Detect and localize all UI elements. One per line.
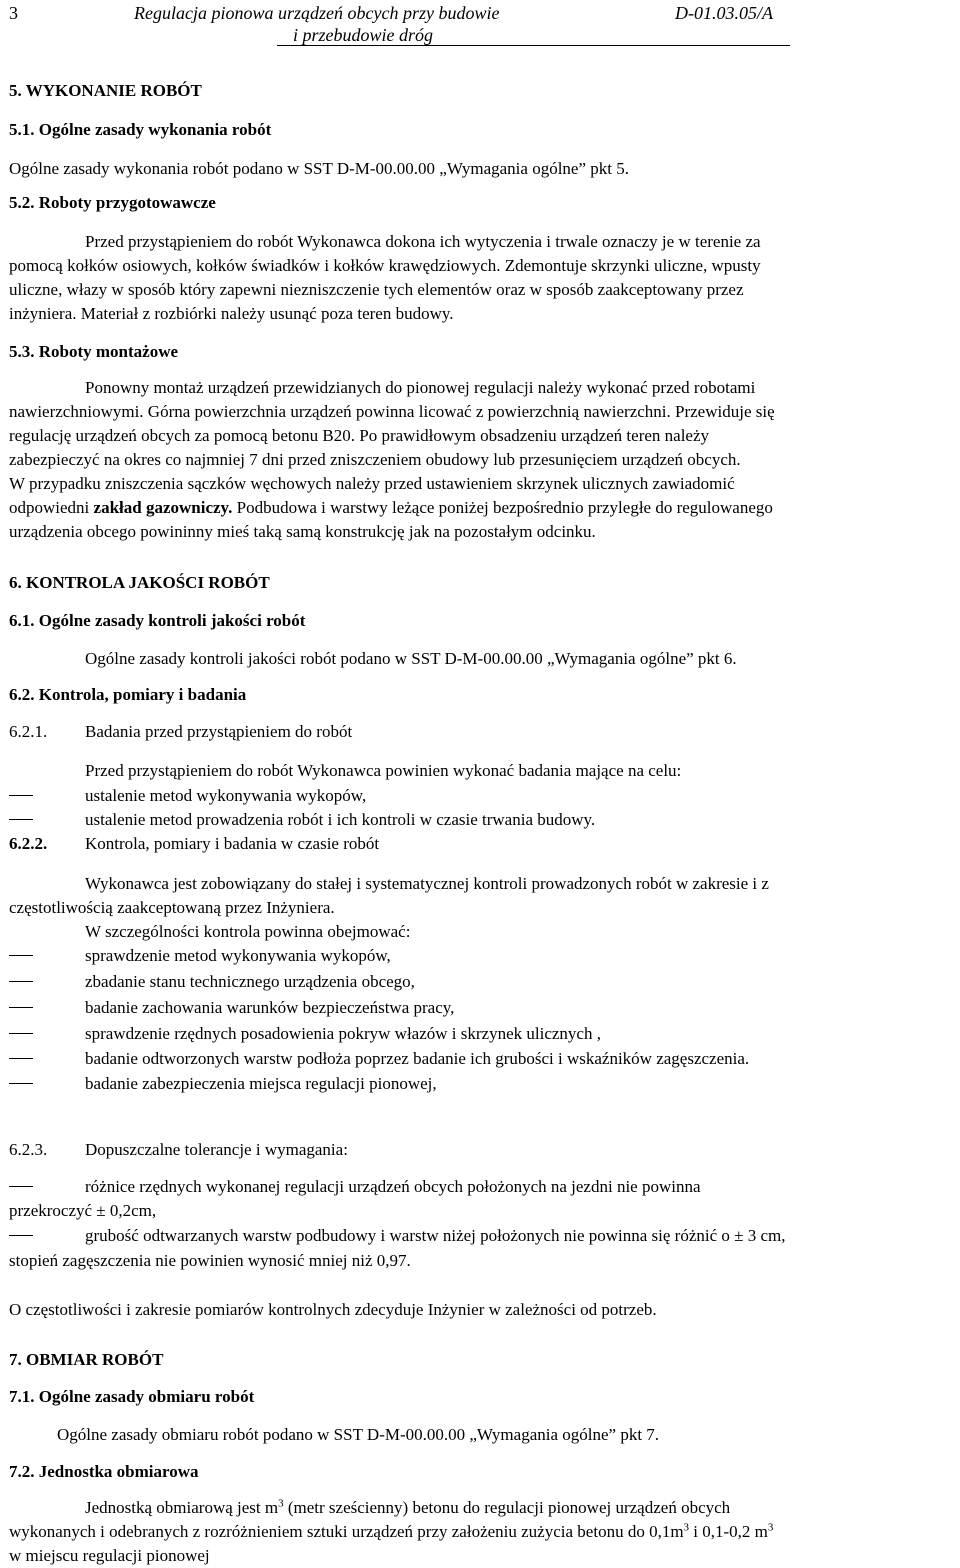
section-6-2-1-title: Badania przed przystąpieniem do robót — [85, 722, 353, 741]
section-7-2-line1 — [85, 1497, 730, 1518]
section-6-1-text: Ogólne zasady kontroli jakości robót podano w SST D-M-00.00.00 „Wymagania ogólne” pkt 6. — [85, 649, 737, 668]
section-6-heading: 6. KONTROLA JAKOŚCI ROBÓT — [9, 573, 270, 592]
section-7-1-heading: 7.1. Ogólne zasady obmiaru robót — [9, 1387, 255, 1406]
section-6-1-heading: 6.1. Ogólne zasady kontroli jakości robót — [9, 611, 306, 630]
section-6-2-3-title: Dopuszczalne tolerancje i wymagania: — [85, 1140, 348, 1159]
page-number: 3 — [9, 3, 18, 23]
header-rule — [277, 45, 790, 46]
section-5-3-line2: nawierzchniowymi. Górna powierzchnia urządzeń powinna licować z powierzchnią nawierzchni. Przewiduje się — [9, 402, 775, 421]
dash-bullet — [9, 1058, 33, 1059]
list-item: zbadanie stanu technicznego urządzenia obcego, — [85, 972, 415, 991]
section-7-heading: 7. OBMIAR ROBÓT — [9, 1350, 164, 1369]
dash-bullet — [9, 955, 33, 956]
section-6-2-2-line3: W szczególności kontrola powinna obejmować: — [85, 922, 411, 941]
section-5-2-line3: uliczne, włazy w sposób który zapewni niezniszczenie tych elementów oraz w sposób zaakceptowany przez — [9, 280, 744, 299]
list-item: sprawdzenie rzędnych posadowienia pokryw włazów i skrzynek ulicznych , — [85, 1024, 601, 1043]
dash-bullet — [9, 1235, 33, 1236]
section-5-2-line4: inżyniera. Materiał z rozbiórki należy usunąć poza teren budowy. — [9, 304, 454, 323]
dash-bullet — [9, 1186, 33, 1187]
section-6-2-2-line1: Wykonawca jest zobowiązany do stałej i systematycznej kontroli prowadzonych robót w zakresie i z — [85, 874, 769, 893]
section-5-2-heading: 5.2. Roboty przygotowawcze — [9, 193, 216, 212]
section-5-heading: 5. WYKONANIE ROBÓT — [9, 81, 202, 100]
list-item: ustalenie metod prowadzenia robót i ich kontroli w czasie trwania budowy. — [85, 810, 596, 829]
tolerance-item-1-line2: przekroczyć ± 0,2cm, — [9, 1201, 157, 1220]
section-6-2-3-final: O częstotliwości i zakresie pomiarów kontrolnych zdecyduje Inżynier w zależności od potrzeb. — [9, 1300, 657, 1319]
section-6-2-1-intro: Przed przystąpieniem do robót Wykonawca powinien wykonać badania mające na celu: — [85, 761, 682, 780]
section-5-3-line5: W przypadku zniszczenia sączków węchowych należy przed ustawieniem skrzynek ulicznych zawiadomić — [9, 474, 735, 493]
list-item: ustalenie metod wykonywania wykopów, — [85, 786, 367, 805]
dash-bullet — [9, 1007, 33, 1008]
gas-company-emphasis: zakład gazowniczy. — [93, 498, 233, 517]
unit-superscript: 3 — [683, 1521, 690, 1534]
dash-bullet — [9, 1033, 33, 1034]
header-title-line2: i przebudowie dróg — [293, 25, 434, 45]
unit-superscript: 3 — [767, 1521, 774, 1534]
section-5-1-heading: 5.1. Ogólne zasady wykonania robót — [9, 120, 272, 139]
section-5-2-line1: Przed przystąpieniem do robót Wykonawca dokona ich wytyczenia i trwale oznaczy je w terenie za — [85, 232, 761, 251]
dash-bullet — [9, 795, 33, 796]
section-5-3-heading: 5.3. Roboty montażowe — [9, 342, 179, 361]
page-header — [0, 0, 960, 48]
tolerance-item-2-line2: stopień zagęszczenia nie powinien wynosić mniej niż 0,97. — [9, 1251, 411, 1270]
section-7-2-heading: 7.2. Jednostka obmiarowa — [9, 1462, 199, 1481]
unit-text-b: (metr sześcienny) betonu do regulacji pionowej urządzeń obcych — [283, 1498, 731, 1517]
section-5-3-line4: zabezpieczyć na okres co najmniej 7 dni przed zniszczeniem obudowy lub przesunięciem urządzeń obcych. — [9, 450, 741, 469]
dash-bullet — [9, 981, 33, 982]
list-item: badanie zabezpieczenia miejsca regulacji pionowej, — [85, 1074, 437, 1093]
header-spec-code: D-01.03.05/A — [675, 3, 773, 23]
section-5-3-line6 — [9, 497, 773, 518]
section-6-2-2-title: Kontrola, pomiary i badania w czasie robót — [85, 834, 380, 853]
section-7-1-text: Ogólne zasady obmiaru robót podano w SST D-M-00.00.00 „Wymagania ogólne” pkt 7. — [57, 1425, 660, 1444]
tolerance-item-2-line1: grubość odtwarzanych warstw podbudowy i warstw niżej położonych nie powinna się różnić o ± 3 cm, — [85, 1226, 786, 1245]
section-5-2-line2: pomocą kołków osiowych, kołków świadków i kołków krawędziowych. Zdemontuje skrzynki uliczne, wpusty — [9, 256, 761, 275]
dash-bullet — [9, 819, 33, 820]
list-item: badanie odtworzonych warstw podłoża poprzez badanie ich grubości i wskaźników zagęszczenia. — [85, 1049, 750, 1068]
section-6-2-2-number: 6.2.2. — [9, 834, 48, 853]
section-5-3-line6-a: odpowiedni — [9, 498, 94, 517]
list-item: badanie zachowania warunków bezpieczeństwa pracy, — [85, 998, 455, 1017]
section-5-3-line1: Ponowny montaż urządzeń przewidzianych do pionowej regulacji należy wykonać przed robotami — [85, 378, 756, 397]
section-5-3-line6-c: Podbudowa i warstwy leżące poniżej bezpośrednio przyległe do regulowanego — [232, 498, 773, 517]
section-5-1-text: Ogólne zasady wykonania robót podano w SST D-M-00.00.00 „Wymagania ogólne” pkt 5. — [9, 159, 629, 178]
section-6-2-3-number: 6.2.3. — [9, 1140, 48, 1159]
header-title-line1: Regulacja pionowa urządzeń obcych przy budowie — [134, 3, 500, 23]
unit-superscript: 3 — [278, 1497, 284, 1510]
section-6-2-2-line2: częstotliwością zaakceptowaną przez Inżyniera. — [9, 898, 335, 917]
unit-text-a: Jednostką obmiarową jest m — [85, 1498, 279, 1517]
section-7-2-line3: w miejscu regulacji pionowej — [9, 1546, 210, 1565]
list-item: sprawdzenie metod wykonywania wykopów, — [85, 946, 391, 965]
dash-bullet — [9, 1083, 33, 1084]
section-6-2-heading: 6.2. Kontrola, pomiary i badania — [9, 685, 247, 704]
tolerance-item-1-line1: różnice rzędnych wykonanej regulacji urządzeń obcych położonych na jezdni nie powinna — [85, 1177, 701, 1196]
section-6-2-1-number: 6.2.1. — [9, 722, 48, 741]
section-5-3-line7: urządzenia obcego powininny mieś taką samą konstrukcję jak na pozostałym odcinku. — [9, 522, 596, 541]
section-7-2-line2 — [9, 1521, 773, 1542]
unit-text-c: wykonanych i odebranych z rozróżnieniem sztuki urządzeń przy założeniu zużycia betonu do 0,1m — [9, 1522, 684, 1541]
unit-text-d: i 0,1-0,2 m — [689, 1522, 768, 1541]
section-5-3-line3: regulację urządzeń obcych za pomocą betonu B20. Po prawidłowym obsadzeniu urządzeń teren należy — [9, 426, 710, 445]
